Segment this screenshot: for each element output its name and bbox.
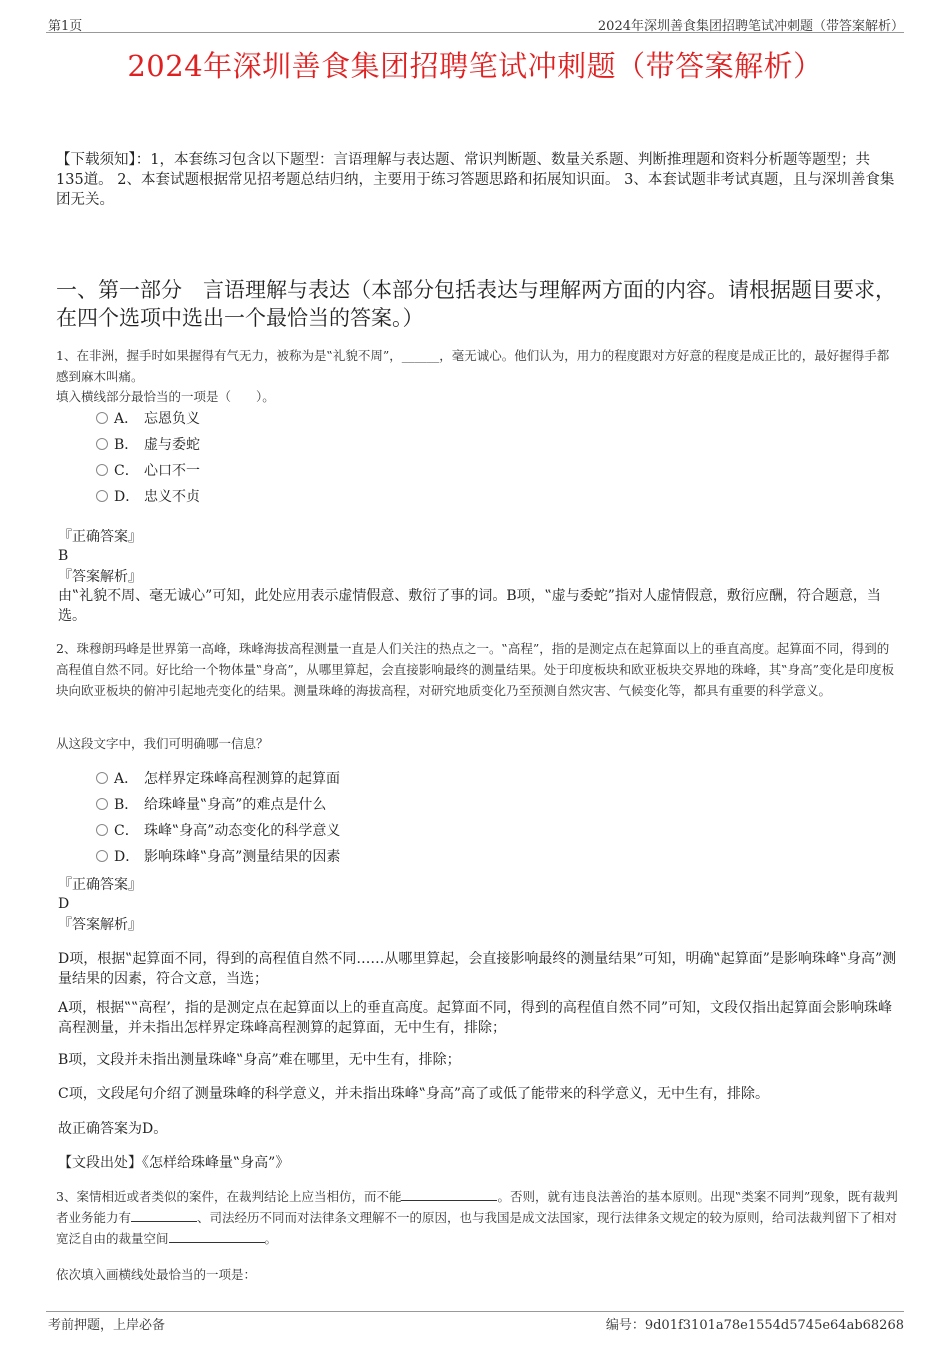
q1-prompt: 填入横线部分最恰当的一项是（ ）。 (56, 389, 275, 404)
header-page-number: 第1页 (48, 19, 83, 34)
q2-answer-label: 『正确答案』 (58, 877, 142, 893)
radio-icon[interactable] (96, 772, 108, 784)
header-divider (46, 32, 904, 33)
q3-stem: 3、案情相近或者类似的案件，在裁判结论上应当相仿，而不能 。否则，就有违良法善治的基本原则。出现‟类案不同判”现象，既有裁判者业务能力有 、司法经历不同而对法律条文理解不一的原因，也与我国是成文法国家，现行法律条文规定的较为原则，给司法裁判留下了相对宽泛自由的裁量空间 。 (56, 1186, 898, 1249)
q2-analysis-a: A项，根据‟‟高程’，指的是测定点在起算面以上的垂直高度。起算面不同，得到的高程值自然不同”可知，文段仅指出起算面会影响珠峰高程测量，并未指出怎样界定珠峰高程测算的起算面，无中生有，排除； (58, 1000, 893, 1036)
q2-analysis-d: D项，根据‟起算面不同，得到的高程值自然不同……从哪里算起，会直接影响最终的测量结果”可知，明确‟起算面”是影响珠峰‟身高”测量结果的因素，符合文意，当选； (58, 951, 897, 987)
q3-prompt: 依次填入画横线处最恰当的一项是： (56, 1267, 257, 1282)
q1-answer: B (58, 548, 69, 564)
radio-icon[interactable] (96, 412, 108, 424)
q2-answer: D (58, 896, 70, 912)
header-doc-title: 2024年深圳善食集团招聘笔试冲刺题（带答案解析） (597, 19, 904, 34)
radio-icon[interactable] (96, 490, 108, 502)
q2-stem: 2、珠穆朗玛峰是世界第一高峰，珠峰海拔高程测量一直是人们关注的热点之一。‟高程”，指的是测定点在起算面以上的垂直高度。起算面不同，得到的高程值自然不同。好比给一个物体量‟身高”，从哪里算起，会直接影响最终的测量结果。处于印度板块和欧亚板块交界地的珠峰，其‟身高”变化是印度板块向欧亚板块的俯冲引起地壳变化的结果。测量珠峰的海拔高程，对研究地质变化乃至预测自然灾害、气候变化等，都具有重要的科学意义。 (56, 641, 895, 698)
q2-option-d[interactable]: D． 影响珠峰‟身高”测量结果的因素 (96, 847, 340, 867)
radio-icon[interactable] (96, 438, 108, 450)
q1-analysis-label: 『答案解析』 (58, 569, 142, 585)
q2-analysis-c: C项，文段尾句介绍了测量珠峰的科学意义，并未指出珠峰‟身高”高了或低了能带来的科学意义，无中生有，排除。 (58, 1086, 770, 1102)
q1-answer-label: 『正确答案』 (58, 529, 142, 545)
blank-3 (169, 1228, 265, 1243)
radio-icon[interactable] (96, 798, 108, 810)
blank-1 (401, 1186, 497, 1201)
q2-option-b[interactable]: B． 给珠峰量‟身高”的难点是什么 (96, 795, 326, 815)
footer-divider (46, 1311, 904, 1312)
radio-icon[interactable] (96, 850, 108, 862)
q1-option-a[interactable]: A． 忘恩负义 (96, 409, 200, 429)
blank-2 (131, 1207, 197, 1222)
q2-analysis-b: B项，文段并未指出测量珠峰‟身高”难在哪里，无中生有，排除； (58, 1052, 461, 1068)
q2-conclusion: 故正确答案为D。 (58, 1121, 168, 1137)
q2-option-a[interactable]: A． 怎样界定珠峰高程测算的起算面 (96, 769, 340, 789)
footer-doc-id: 编号：9d01f3101a78e1554d5745e64ab68268 (605, 1318, 904, 1333)
q1-option-b[interactable]: B． 虚与委蛇 (96, 435, 200, 455)
radio-icon[interactable] (96, 464, 108, 476)
q1-analysis: 由‟礼貌不周、毫无诚心”可知，此处应用表示虚情假意、敷衍了事的词。B项，‟虚与委蛇”指对人虚情假意，敷衍应酬，符合题意，当选。 (58, 588, 881, 624)
q2-analysis-label: 『答案解析』 (58, 917, 142, 933)
section-heading: 一、第一部分 言语理解与表达（本部分包括表达与理解两方面的内容。请根据题目要求，在四个选项中选出一个最恰当的答案。） (56, 278, 896, 330)
download-notice: 【下载须知】：1，本套练习包含以下题型：言语理解与表达题、常识判断题、数量关系题、判断推理题和资料分析题等题型；共135道。 2、本套试题根据常见招考题总结归纳，主要用于练习答题思路和拓展知识面。 3、本套试题非考试真题，且与深圳善食集团无关。 (56, 152, 895, 208)
q2-source: 【文段出处】《怎样给珠峰量‟身高”》 (58, 1155, 290, 1171)
footer-slogan: 考前押题，上岸必备 (48, 1318, 166, 1333)
page-title: 2024年深圳善食集团招聘笔试冲刺题（带答案解析） (127, 49, 823, 83)
q1-option-d[interactable]: D． 忠义不贞 (96, 487, 200, 507)
q1-stem: 1、在非洲，握手时如果握得有气无力，被称为是‟礼貌不周”，______，毫无诚心。他们认为，用力的程度跟对方好意的程度是成正比的，最好握得手都感到麻木叫痛。 (56, 348, 890, 384)
q2-option-c[interactable]: C． 珠峰‟身高”动态变化的科学意义 (96, 821, 340, 841)
q2-prompt: 从这段文字中，我们可明确哪一信息？ (56, 736, 269, 751)
radio-icon[interactable] (96, 824, 108, 836)
q1-option-c[interactable]: C． 心口不一 (96, 461, 200, 481)
